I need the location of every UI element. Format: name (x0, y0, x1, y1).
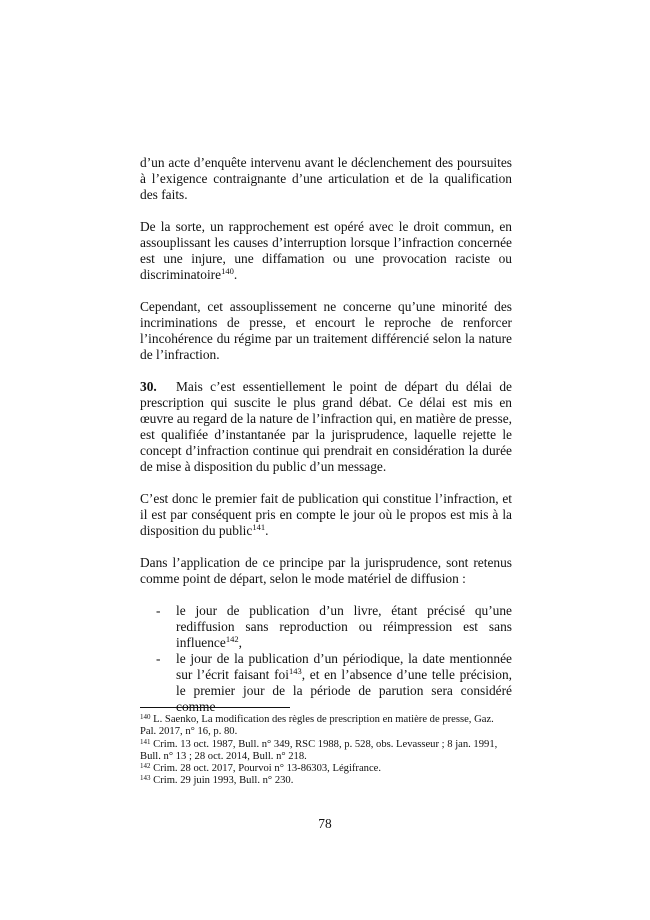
footnote-ref: 140 (221, 266, 234, 276)
paragraph-text: Dans l’application de ce principe par la jurisprudence, sont retenus comme point de départ, selon le mode matériel de diffusion : (140, 555, 512, 586)
footnote-number: 142 (140, 762, 151, 771)
footnote (140, 763, 512, 775)
paragraph (140, 491, 512, 539)
bullet-list (140, 603, 512, 715)
list-item-text: le jour de publication d’un livre, étant précisé qu’une rediffusion sans reproduction ou réimpression est sans influence (176, 603, 512, 650)
paragraph (140, 299, 512, 363)
footnote-number: 140 (140, 713, 151, 721)
dash-bullet: - (156, 651, 161, 666)
footnote (140, 775, 512, 787)
list-item-text-continued: , et en l’absence d’une telle précision, le premier jour de la période de parution sera considéré comme (176, 667, 512, 714)
footnote (140, 714, 512, 739)
list-item (140, 651, 512, 715)
punctuation: . (233, 267, 238, 282)
punctuation: . (265, 523, 269, 538)
list-item (140, 603, 512, 651)
paragraph-number: 30. (140, 379, 157, 394)
paragraph (140, 155, 512, 203)
paragraph-text: Cependant, cet assouplissement ne concerne qu’une minorité des incriminations de presse, et encourt le reproche de renforcer l’incohérence du régime par un traitement différencié selon la nature de l’infraction. (140, 299, 512, 362)
paragraph-text: Mais c’est essentiellement le point de départ du délai de prescription qui suscite le plus grand débat. Ce délai est mis en œuvre au regard de la nature de l’infraction qui, en matière de presse, est qualifiée d’instantanée par la jurisprudence, laquelle rejette le concept d’infraction continue qui prendrait en considération la durée de mise à disposition du public d’un message. (140, 379, 512, 474)
footnote-text: Crim. 13 oct. 1987, Bull. n° 349, RSC 1988, p. 528, obs. Levasseur ; 8 jan. 1991, Bull. n° 13 ; 28 oct. 2014, Bull. n° 218. (140, 738, 498, 762)
footnote-text: Crim. 29 juin 1993, Bull. n° 230. (153, 775, 294, 787)
footnote-ref: 142 (225, 634, 239, 644)
footnote-ref: 141 (252, 522, 266, 532)
footnote-separator (140, 707, 290, 708)
numbered-paragraph (140, 379, 512, 475)
footnote-text: L. Saenko, La modification des règles de prescription en matière de presse, Gaz. Pal. 2017, n° 16, p. 80. (140, 714, 494, 738)
list-item-text: le jour de la publication d’un périodique, la date mentionnée sur l’écrit faisant foi (176, 651, 512, 682)
footnote-number: 143 (140, 774, 151, 783)
paragraph (140, 555, 512, 587)
paragraph-text: C’est donc le premier fait de publication qui constitue l’infraction, et il est par conséquent pris en compte le jour où le propos est mis à la disposition du public (140, 491, 512, 538)
paragraph (140, 219, 512, 283)
footnote-text: Crim. 28 oct. 2017, Pourvoi n° 13-86303, Légifrance. (153, 763, 381, 775)
paragraph-text: d’un acte d’enquête intervenu avant le déclenchement des poursuites à l’exigence contraignante d’une articulation et de la qualification des faits. (140, 155, 512, 202)
paragraph-text: De la sorte, un rapprochement est opéré avec le droit commun, en assouplissant les causes d’interruption lorsque l’infraction concernée est une injure, une diffamation ou une provocation raciste ou discriminatoire (140, 219, 512, 282)
footnote-number: 141 (140, 737, 151, 746)
footnote-ref: 143 (288, 666, 302, 676)
page-number: 78 (318, 816, 332, 831)
body-text (140, 155, 512, 715)
dash-bullet: - (156, 603, 161, 618)
footnotes (140, 714, 512, 788)
punctuation: , (238, 635, 242, 650)
footnote (140, 739, 512, 764)
